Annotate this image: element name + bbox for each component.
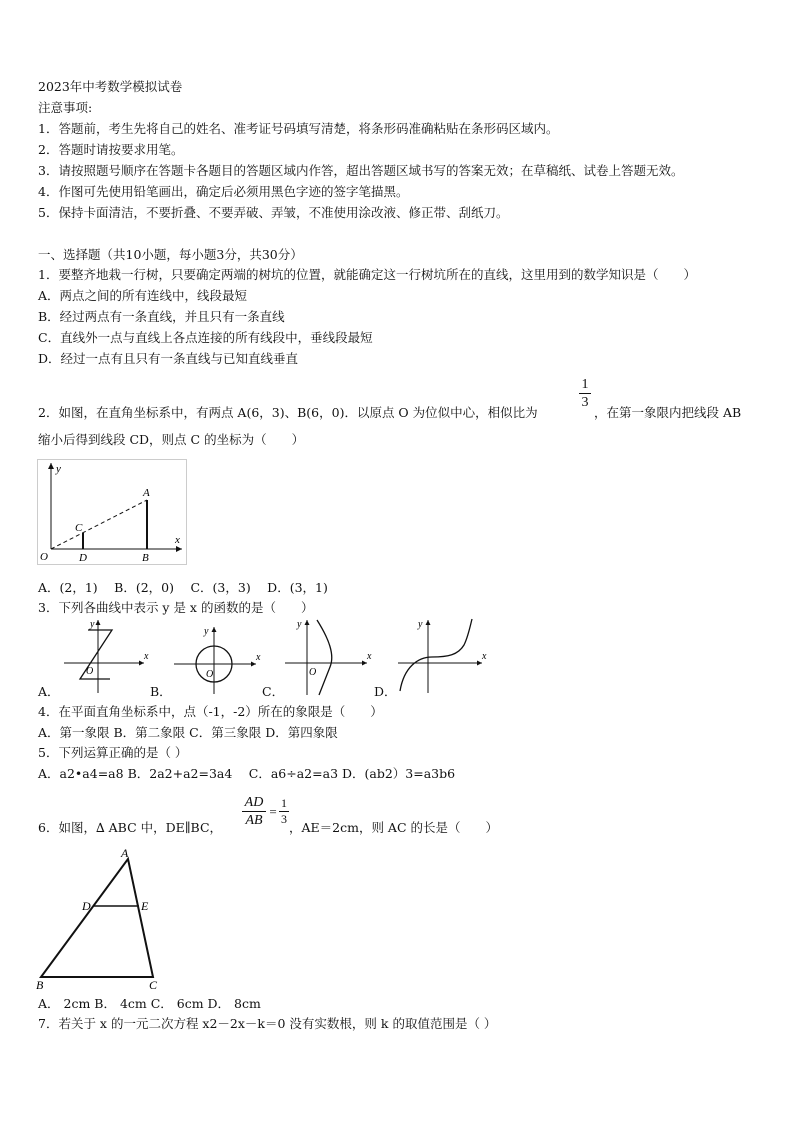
label-o: O <box>40 551 48 563</box>
q3-label-c: C． <box>262 684 285 699</box>
label-b: B <box>36 978 44 991</box>
q3-label-d: D． <box>374 684 397 699</box>
q3-graph-d <box>396 617 488 695</box>
q6-stem-part1: 6．如图，∆ ABC 中，DE∥BC， <box>38 820 223 835</box>
q6-stem-part2: ，AE＝2cm，则 AC 的长是（ ） <box>289 820 498 835</box>
q3-graph-b <box>170 624 262 696</box>
axis-origin-label: O <box>206 669 214 680</box>
label-c: C <box>149 978 158 991</box>
label-a: A <box>143 487 150 499</box>
z-shaped-curve <box>80 630 112 679</box>
parabola-sideways-curve <box>317 620 332 695</box>
label-d: D <box>82 899 91 913</box>
q7-stem: 7．若关于 x 的一元二次方程 x2－2x－k＝0 没有实数根，则 k 的取值范围是（ ） <box>38 1016 497 1031</box>
q5-options: A．a2•a4=a8 B．2a2+a2=3a4 C．a6÷a2=a3 D．(ab2）3=a3b6 <box>38 766 456 781</box>
increasing-curve <box>400 619 472 691</box>
q4-options: A．第一象限 B．第二象限 C．第三象限 D．第四象限 <box>38 725 338 740</box>
fraction-denominator: AB <box>245 813 263 828</box>
q2-stem-part2: ，在第一象限内把线段 AB <box>594 405 742 420</box>
y-axis-arrow <box>212 627 217 632</box>
q6-triangle-figure <box>35 845 170 991</box>
notice-item: 4．作图可先使用铅笔画出，确定后必须用黑色字迹的签字笔描黑。 <box>38 184 409 199</box>
axis-origin-label: O <box>309 667 317 678</box>
q2-stem-part3: 缩小后得到线段 CD，则点 C 的坐标为（ ） <box>38 432 305 447</box>
q1-option-a: A．两点之间的所有连线中，线段最短 <box>38 288 248 303</box>
y-axis-arrow <box>96 620 101 625</box>
axis-y-label: y <box>90 619 95 630</box>
q6-value-fraction <box>279 797 289 826</box>
label-a: A <box>121 846 129 860</box>
q5-stem: 5．下列运算正确的是（ ） <box>38 745 188 760</box>
label-d: D <box>79 552 87 564</box>
fraction-bar <box>579 393 591 394</box>
axis-y-label: y <box>297 619 302 630</box>
q3-graph-c <box>283 617 375 697</box>
fraction-denominator: 3 <box>281 812 287 826</box>
q1-option-d: D．经过一点有且只有一条直线与已知直线垂直 <box>38 351 299 366</box>
axis-x-label: x <box>482 651 487 662</box>
section-heading: 一、选择题（共10小题，每小题3分，共30分） <box>38 247 303 262</box>
exam-title: 2023年中考数学模拟试卷 <box>38 79 183 94</box>
x-axis-arrow <box>176 546 182 552</box>
label-x: x <box>175 534 180 546</box>
q2-coordinate-figure <box>37 459 187 565</box>
axis-y-label: y <box>418 619 423 630</box>
q4-stem: 4．在平面直角坐标系中，点（-1，-2）所在的象限是（ ） <box>38 704 383 719</box>
fraction-numerator: 1 <box>281 796 287 810</box>
triangle-abc <box>41 859 153 977</box>
label-b: B <box>142 552 149 564</box>
q2-ratio-fraction <box>579 377 591 410</box>
fraction-numerator: AD <box>244 795 264 810</box>
q2-options: A．(2，1) B．(2，0) C．(3，3) D．(3，1) <box>38 580 328 595</box>
axis-x-label: x <box>256 652 261 663</box>
q2-stem-part1: 2．如图，在直角坐标系中，有两点 A(6，3)、B(6，0)．以原点 O 为位似中心，相似比为 <box>38 405 538 420</box>
notice-item: 5．保持卡面清洁，不要折叠、不要弄破、弄皱，不准使用涂改液、修正带、刮纸刀。 <box>38 205 509 220</box>
q3-stem: 3．下列各曲线中表示 y 是 x 的函数的是（ ） <box>38 600 314 615</box>
fraction-bar <box>242 811 266 812</box>
q6-ratio-fraction <box>242 795 266 828</box>
label-y: y <box>56 463 61 475</box>
y-axis-arrow <box>305 620 310 625</box>
y-axis-arrow <box>48 463 54 469</box>
q6-equals: = <box>269 804 277 819</box>
q3-label-b: B． <box>150 684 172 699</box>
axis-origin-label: O <box>86 666 94 677</box>
q3-graph-a <box>58 617 150 695</box>
y-axis-arrow <box>426 620 431 625</box>
notice-heading: 注意事项: <box>38 100 93 115</box>
notice-item: 1．答题前，考生先将自己的姓名、准考证号码填写清楚，将条形码准确粘贴在条形码区域内。 <box>38 121 559 136</box>
fraction-numerator: 1 <box>581 377 589 392</box>
axis-x-label: x <box>144 651 149 662</box>
q1-stem: 1．要整齐地栽一行树，只要确定两端的树坑的位置，就能确定这一行树坑所在的直线，这里用到的数学知识是（ ） <box>38 267 696 282</box>
q1-option-b: B．经过两点有一条直线，并且只有一条直线 <box>38 309 285 324</box>
fraction-denominator: 3 <box>581 395 589 410</box>
notice-item: 2．答题时请按要求用笔。 <box>38 142 184 157</box>
label-e: E <box>141 899 149 913</box>
q6-options: A． 2cm B． 4cm C． 6cm D． 8cm <box>38 996 261 1011</box>
q1-option-c: C．直线外一点与直线上各点连接的所有线段中，垂线段最短 <box>38 330 373 345</box>
axis-y-label: y <box>204 626 209 637</box>
dashed-line-oa <box>51 500 147 549</box>
notice-item: 3．请按照题号顺序在答题卡各题目的答题区域内作答，超出答题区域书写的答案无效；在草稿纸、试卷上答题无效。 <box>38 163 684 178</box>
label-c: C <box>75 522 83 534</box>
q3-label-a: A． <box>38 684 60 699</box>
axis-x-label: x <box>367 651 372 662</box>
